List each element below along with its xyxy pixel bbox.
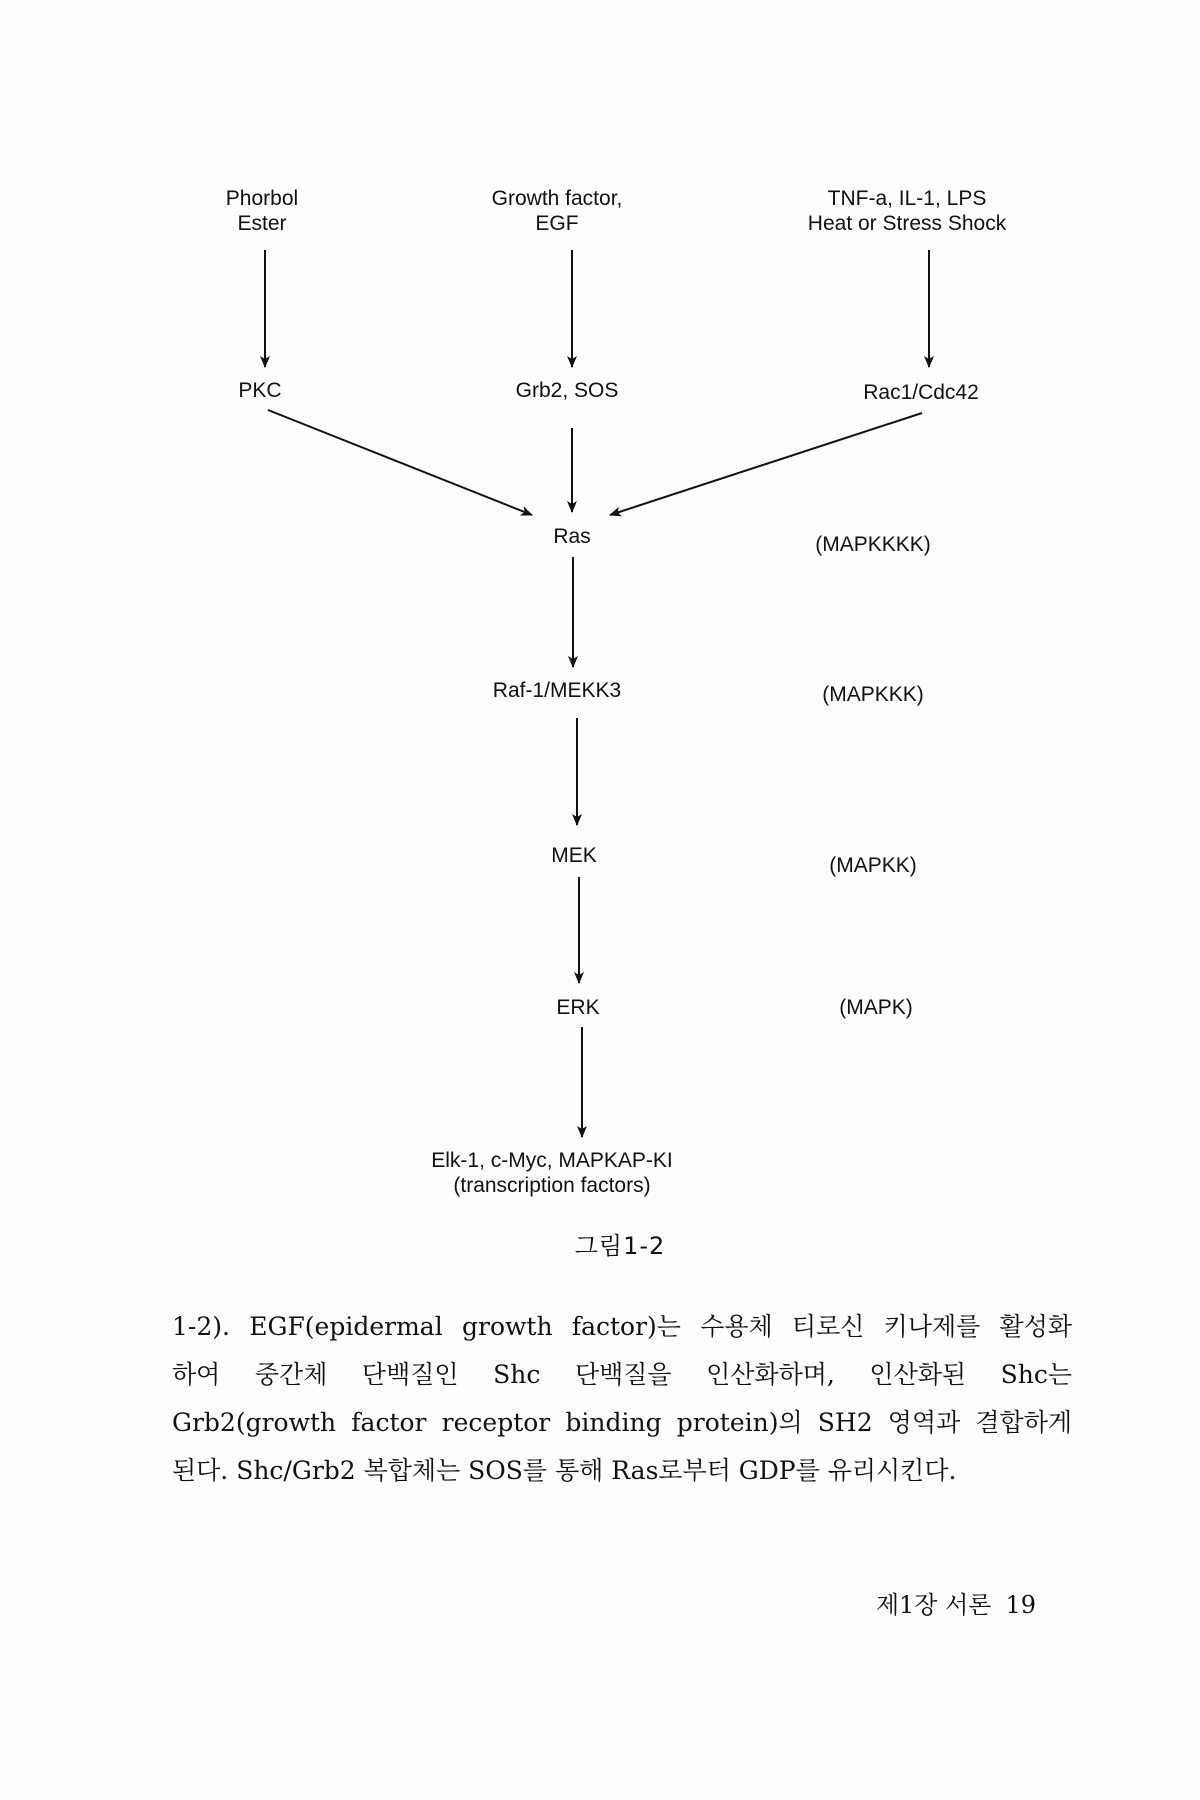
figure-caption: 그림1-2 [574, 1232, 666, 1260]
body-paragraph [172, 1303, 1072, 1495]
paragraph-line: 된다. Shc/Grb2 복합체는 SOS를 통해 Ras로부터 GDP를 유리시킨다. [172, 1456, 957, 1485]
paragraph-line: 하여 중간체 단백질인 Shc 단백질을 인산화하며, 인산화된 Shc는 [172, 1360, 1072, 1389]
node-grb2-sos: Grb2, SOS [515, 379, 619, 402]
level-mapkkkk: (MAPKKKK) [815, 533, 931, 556]
paragraph-line: 1-2). EGF(epidermal growth factor)는 수용체 티로신 키나제를 활성화 [172, 1312, 1072, 1341]
node-ras: Ras [553, 525, 591, 548]
level-mapk: (MAPK) [839, 996, 913, 1019]
node-erk: ERK [556, 996, 600, 1019]
chapter-title: 제1장 서론 [875, 1591, 992, 1619]
node-pkc: PKC [238, 379, 282, 402]
node-mek: MEK [551, 844, 597, 867]
page-footer [876, 1585, 1036, 1620]
level-mapkk: (MAPKK) [829, 854, 917, 877]
arrow-rac-to-ras [610, 413, 922, 515]
paragraph-line: Grb2(growth factor receptor binding protein)의 SH2 영역과 결합하게 [172, 1408, 1072, 1437]
arrow-pkc-to-ras [268, 410, 532, 515]
node-transcription-factors: Elk-1, c-Myc, MAPKAP-KI (transcription factors) [431, 1149, 673, 1197]
page-number: 19 [1005, 1591, 1036, 1619]
node-growth-factor: Growth factor, EGF [491, 187, 623, 235]
node-raf1-mekk3: Raf-1/MEKK3 [492, 679, 622, 702]
level-mapkkk: (MAPKKK) [822, 683, 924, 706]
node-phorbol-ester: Phorbol Ester [225, 187, 299, 235]
node-rac1-cdc42: Rac1/Cdc42 [863, 381, 979, 404]
node-stress-stimuli: TNF-a, IL-1, LPS Heat or Stress Shock [807, 187, 1007, 235]
